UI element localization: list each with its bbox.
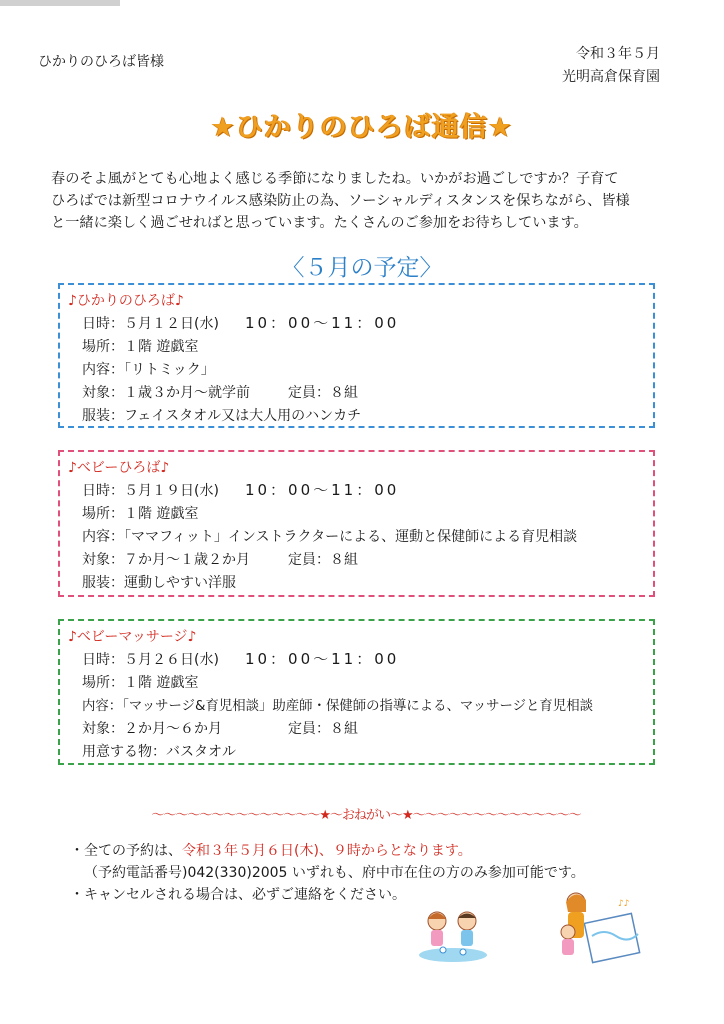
issue-date: 令和３年５月 — [576, 46, 660, 62]
event-box-baby-hiroba — [58, 450, 655, 597]
event-box-baby-massage — [58, 619, 655, 765]
event-title: ♪ひかりのひろば♪ — [68, 293, 184, 309]
note-cancel: ・キャンセルされる場合は、必ずご連絡をください。 — [70, 887, 406, 903]
note-reservation-date: 令和３年５月６日(木)、９時からとなります。 — [182, 843, 472, 859]
event-time: 10：00～11：00 — [244, 481, 400, 499]
event-place: 場所：１階 遊戯室 — [82, 675, 199, 691]
event-capacity: 定員：８組 — [288, 385, 358, 401]
event-content: 内容：「リトミック」 — [82, 362, 215, 378]
event-datetime — [82, 648, 399, 669]
event-extra: 用意する物：バスタオル — [82, 744, 236, 760]
newsletter-title: ★ひかりのひろば通信★ — [210, 112, 514, 143]
event-content: 内容：「ママフィット」インストラクターによる、運動と保健師による育児相談 — [82, 529, 578, 545]
event-target-row — [82, 718, 358, 738]
event-datetime — [82, 479, 399, 500]
note-reservation — [70, 840, 585, 862]
event-date: 日時：５月２６日(水) — [82, 652, 219, 668]
event-extra: 服装：フェイスタオル又は大人用のハンカチ — [82, 408, 362, 424]
event-title: ♪ベビーマッサージ♪ — [68, 629, 197, 645]
intro-line: 春のそよ風がとても心地よく感じる季節になりましたね。いかがお過ごしですか？子育て — [51, 171, 619, 187]
event-date: 日時：５月１２日(水) — [82, 316, 219, 332]
event-datetime — [82, 312, 399, 333]
event-target: 対象：７か月～１歳２か月 — [82, 552, 250, 568]
event-target-row — [82, 549, 358, 569]
event-extra: 服装：運動しやすい洋服 — [82, 575, 236, 591]
children-icon — [413, 905, 493, 965]
event-box-hikari-hiroba — [58, 283, 655, 428]
intro-line: ひろばでは新型コロナウイルス感染防止の為、ソーシャルディスタンスを保ちながら、皆様 — [51, 193, 630, 209]
event-place: 場所：１階 遊戯室 — [82, 506, 199, 522]
scan-edge-mark — [0, 0, 120, 6]
request-banner: ～～～～～～～～～～～～～～★～おねがい～★～～～～～～～～～～～～～～ — [151, 808, 581, 823]
note-reservation-prefix: ・全ての予約は、 — [70, 843, 182, 859]
event-date: 日時：５月１９日(水) — [82, 483, 219, 499]
event-content: 内容：「マッサージ&育児相談」助産師・保健師の指導による、マッサージと育児相談 — [82, 699, 593, 714]
event-target: 対象：１歳３か月～就学前 — [82, 385, 250, 401]
event-time: 10：00～11：00 — [244, 650, 400, 668]
notes-list — [70, 840, 585, 906]
event-target-row — [82, 382, 358, 402]
addressee: ひかりのひろば皆様 — [38, 54, 164, 70]
event-place: 場所：１階 遊戯室 — [82, 339, 199, 355]
intro-paragraph — [51, 168, 671, 234]
event-title: ♪ベビーひろば♪ — [68, 460, 170, 476]
mother-and-child-icon — [548, 888, 643, 968]
schedule-heading: 〈５月の予定〉 — [281, 255, 443, 281]
event-capacity: 定員：８組 — [288, 552, 358, 568]
svg-text:♪♪: ♪♪ — [618, 899, 630, 909]
event-time: 10：00～11：00 — [244, 314, 400, 332]
event-target: 対象：２か月～６か月 — [82, 721, 222, 737]
organization-name: 光明高倉保育園 — [562, 69, 660, 85]
intro-line: と一緒に楽しく過ごせればと思っています。たくさんのご参加をお待ちしています。 — [51, 215, 588, 231]
note-phone: （予約電話番号)042(330)2005 いずれも、府中市在住の方のみ参加可能です。 — [84, 865, 585, 881]
event-capacity: 定員：８組 — [288, 721, 358, 737]
